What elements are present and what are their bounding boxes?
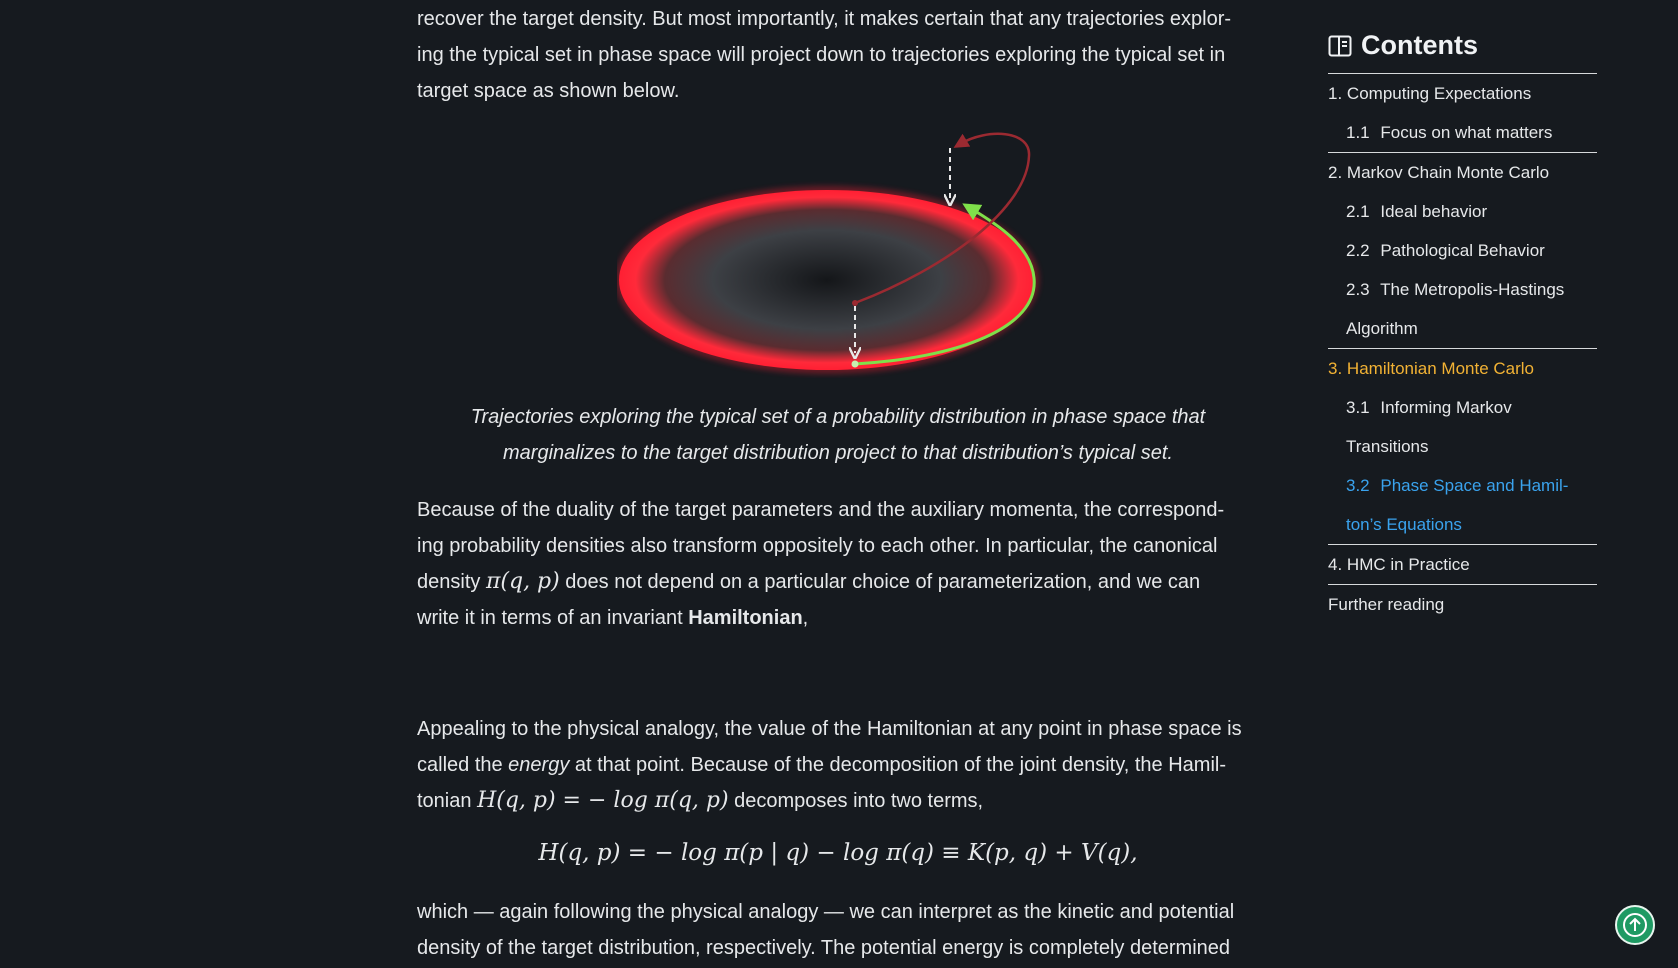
text-fragment: write it in terms of an invariant — [417, 607, 689, 629]
figure-caption — [417, 399, 1259, 471]
toc-item-metropolis-hastings[interactable] — [1328, 270, 1597, 309]
toc-item-informing-markov-transitions-cont[interactable] — [1328, 427, 1597, 466]
toc-item-label: HMC in Practice — [1346, 555, 1470, 574]
text-line: Appealing to the physical analogy, the value of the Hamiltonian at any point in phase space is — [417, 718, 1242, 740]
paragraph — [417, 492, 1224, 636]
paragraph — [417, 711, 1242, 819]
text-line: recover the target density. But most importantly, it makes certain that any trajectories explor- — [417, 8, 1232, 30]
inline-math: π(q, p) — [485, 569, 560, 594]
paragraph — [417, 1, 1231, 109]
toc-item-label: The Metropolis-Hastings — [1380, 280, 1565, 299]
toc-item-number: 3. — [1328, 359, 1343, 378]
toc-item-number: 2.3 — [1346, 280, 1370, 299]
paragraph — [417, 894, 1234, 966]
toc-item-number: 1.1 — [1346, 123, 1370, 142]
toc-item-label: Further reading — [1328, 595, 1445, 614]
phase-space-figure — [617, 128, 1057, 378]
toc-header — [1328, 30, 1597, 74]
text-line: Because of the duality of the target parameters and the auxiliary momenta, the correspond- — [417, 499, 1225, 521]
toc-item-number: 2.1 — [1346, 202, 1370, 221]
toc-item-ideal-behavior[interactable] — [1328, 192, 1597, 231]
text-line: ing the typical set in phase space will project down to trajectories exploring the typical set in — [417, 44, 1226, 66]
phase-space-illustration — [617, 128, 1057, 378]
toc-item-label: Ideal behavior — [1380, 202, 1488, 221]
projected-start-point — [852, 361, 859, 368]
toc-item-metropolis-hastings-cont[interactable] — [1328, 309, 1597, 348]
text-fragment: , — [802, 607, 809, 629]
toc-item-label: Transitions — [1346, 437, 1429, 456]
toc-item-label: Phase Space and Hamil- — [1380, 476, 1569, 495]
text-fragment: at that point. Because of the decomposition of the joint density, the Hamil- — [569, 754, 1226, 776]
table-of-contents — [1328, 30, 1597, 624]
inline-math: H(q, p) = − log π(q, p) — [477, 788, 729, 813]
toc-item-hamiltonian-monte-carlo[interactable] — [1328, 348, 1597, 388]
toc-item-computing-expectations[interactable] — [1328, 74, 1597, 113]
toc-item-label: Informing Markov — [1380, 398, 1512, 417]
equation-hamiltonian-decomposition: H(q, p) = − log π(p | q) − log π(q) ≡ K(p, q) + V(q), — [538, 840, 1138, 866]
toc-item-pathological-behavior[interactable] — [1328, 231, 1597, 270]
toc-item-label: 1. — [1328, 84, 1343, 103]
text-line: ing probability densities also transform oppositely to each other. In particular, the canonical — [417, 535, 1218, 557]
scroll-to-top-button[interactable] — [1615, 905, 1655, 945]
toc-item-markov-chain-monte-carlo[interactable] — [1328, 152, 1597, 192]
toc-item-phase-space-cont[interactable] — [1328, 505, 1597, 544]
toc-item-focus-on-what-matters[interactable] — [1328, 113, 1597, 152]
text-fragment: called the — [417, 754, 509, 776]
caption-line: marginalizes to the target distribution project to that distribution’s typical set. — [503, 442, 1173, 464]
caption-line: Trajectories exploring the typical set of a probability distribution in phase space that — [470, 406, 1206, 428]
book-open-icon — [1328, 35, 1352, 57]
toc-item-label: ton’s Equations — [1346, 515, 1462, 534]
toc-item-label: Algorithm — [1346, 319, 1418, 338]
arrow-up-icon — [1622, 912, 1648, 938]
toc-item-further-reading[interactable] — [1328, 584, 1597, 624]
toc-item-number: 4. — [1328, 555, 1343, 574]
text-line: which — again following the physical analogy — we can interpret as the kinetic and potential — [417, 901, 1235, 923]
toc-item-label: Computing Expectations — [1346, 84, 1532, 103]
text-line: density of the target distribution, respectively. The potential energy is completely determined — [417, 937, 1231, 959]
start-point — [852, 300, 858, 306]
text-fragment: tonian — [417, 790, 478, 812]
toc-item-number: 3.1 — [1346, 398, 1370, 417]
text-fragment: does not depend on a particular choice of parameterization, and we can — [559, 571, 1201, 593]
toc-item-number: 3.2 — [1346, 476, 1370, 495]
toc-list — [1328, 74, 1597, 624]
toc-item-phase-space[interactable] — [1328, 466, 1597, 505]
toc-title: Contents — [1361, 30, 1478, 60]
text-fragment: density — [417, 571, 486, 593]
toc-item-label: Hamiltonian Monte Carlo — [1346, 359, 1535, 378]
term-energy: energy — [508, 754, 570, 776]
text-fragment: decomposes into two terms, — [728, 790, 984, 812]
toc-item-number: 2. — [1328, 163, 1343, 182]
toc-item-label: Focus on what matters — [1380, 123, 1553, 142]
toc-item-number: 2.2 — [1346, 241, 1370, 260]
toc-item-informing-markov-transitions[interactable] — [1328, 388, 1597, 427]
text-line: target space as shown below. — [417, 80, 680, 102]
toc-item-label: Pathological Behavior — [1380, 241, 1545, 260]
toc-item-hmc-in-practice[interactable] — [1328, 544, 1597, 584]
toc-item-label: Markov Chain Monte Carlo — [1346, 163, 1550, 182]
term-hamiltonian: Hamiltonian — [688, 607, 803, 629]
